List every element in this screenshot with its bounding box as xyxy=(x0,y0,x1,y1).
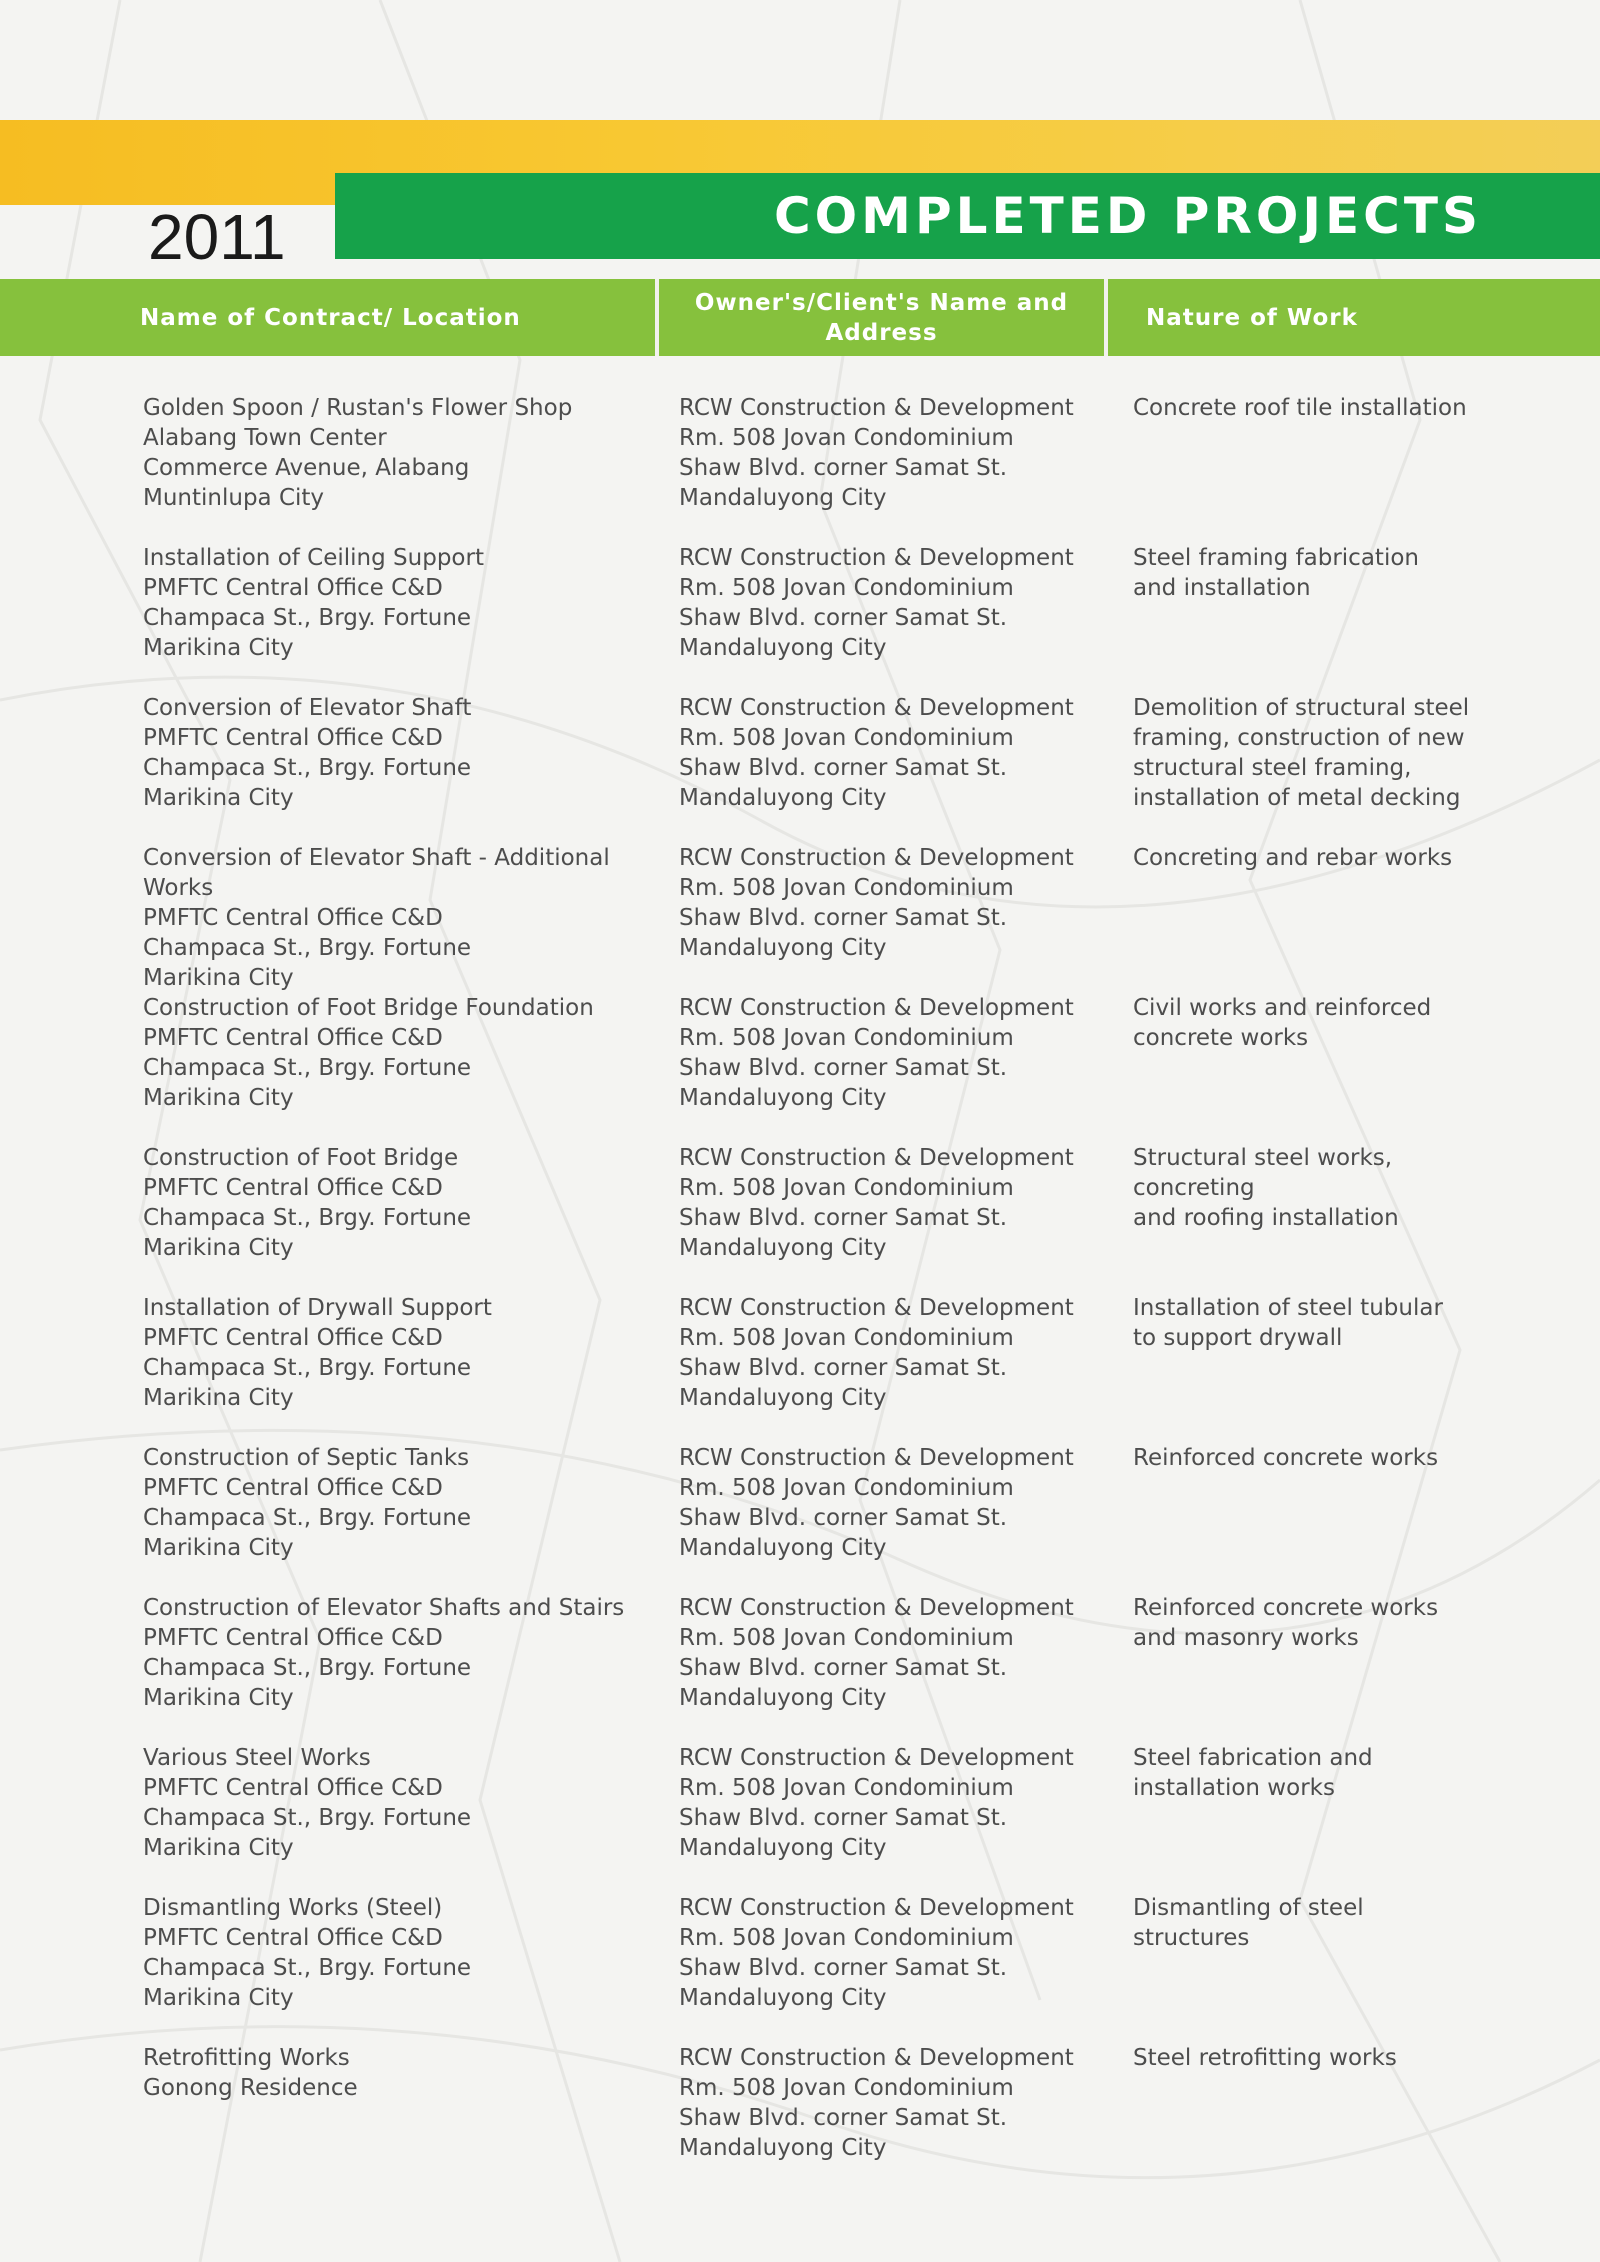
owner-cell: RCW Construction & Development Rm. 508 Jovan Condominium Shaw Blvd. corner Samat St. Mandaluyong City xyxy=(679,695,1074,811)
owner-cell: RCW Construction & Development Rm. 508 Jovan Condominium Shaw Blvd. corner Samat St. Mandaluyong City xyxy=(679,2045,1074,2161)
contract-cell: Construction of Foot Bridge Foundation PMFTC Central Office C&D Champaca St., Brgy. Fortune Marikina City xyxy=(143,995,594,1111)
table-row xyxy=(0,1443,1600,1593)
table-row xyxy=(0,1743,1600,1893)
table-header xyxy=(0,279,1600,356)
owner-cell: RCW Construction & Development Rm. 508 Jovan Condominium Shaw Blvd. corner Samat St. Mandaluyong City xyxy=(679,995,1074,1111)
contract-cell: Conversion of Elevator Shaft PMFTC Central Office C&D Champaca St., Brgy. Fortune Marikina City xyxy=(143,695,472,811)
table-row xyxy=(0,1593,1600,1743)
owner-cell: RCW Construction & Development Rm. 508 Jovan Condominium Shaw Blvd. corner Samat St. Mandaluyong City xyxy=(679,395,1074,511)
nature-cell: Concreting and rebar works xyxy=(1133,845,1453,871)
title-bar xyxy=(335,173,1600,259)
nature-cell: Steel fabrication and installation works xyxy=(1133,1745,1373,1801)
table-row xyxy=(0,393,1600,543)
nature-cell: Steel retrofitting works xyxy=(1133,2045,1397,2071)
owner-cell: RCW Construction & Development Rm. 508 Jovan Condominium Shaw Blvd. corner Samat St. Mandaluyong City xyxy=(679,1595,1074,1711)
owner-cell: RCW Construction & Development Rm. 508 Jovan Condominium Shaw Blvd. corner Samat St. Mandaluyong City xyxy=(679,545,1074,661)
contract-cell: Dismantling Works (Steel) PMFTC Central Office C&D Champaca St., Brgy. Fortune Marikina City xyxy=(143,1895,472,2011)
nature-cell: Reinforced concrete works xyxy=(1133,1445,1439,1471)
contract-cell: Installation of Ceiling Support PMFTC Central Office C&D Champaca St., Brgy. Fortune Marikina City xyxy=(143,545,484,661)
owner-cell: RCW Construction & Development Rm. 508 Jovan Condominium Shaw Blvd. corner Samat St. Mandaluyong City xyxy=(679,1445,1074,1561)
nature-cell: Demolition of structural steel framing, construction of new structural steel framing, installation of metal decking xyxy=(1133,695,1470,811)
table-row xyxy=(0,1893,1600,2043)
contract-cell: Golden Spoon / Rustan's Flower Shop Alabang Town Center Commerce Avenue, Alabang Muntinlupa City xyxy=(143,395,573,511)
table-row xyxy=(0,843,1600,993)
nature-cell: Dismantling of steel structures xyxy=(1133,1895,1364,1951)
contract-cell: Installation of Drywall Support PMFTC Central Office C&D Champaca St., Brgy. Fortune Marikina City xyxy=(143,1295,492,1411)
contract-cell: Retrofitting Works Gonong Residence xyxy=(143,2045,358,2101)
year-label: 2011 xyxy=(148,201,286,273)
contract-cell: Construction of Foot Bridge PMFTC Central Office C&D Champaca St., Brgy. Fortune Marikina City xyxy=(143,1145,472,1261)
page-title: COMPLETED PROJECTS xyxy=(773,187,1482,245)
table-row xyxy=(0,1143,1600,1293)
table-row xyxy=(0,693,1600,843)
contract-cell: Construction of Septic Tanks PMFTC Central Office C&D Champaca St., Brgy. Fortune Marikina City xyxy=(143,1445,472,1561)
table-row xyxy=(0,1293,1600,1443)
column-header-nature: Nature of Work xyxy=(1146,304,1358,331)
owner-cell: RCW Construction & Development Rm. 508 Jovan Condominium Shaw Blvd. corner Samat St. Mandaluyong City xyxy=(679,1145,1074,1261)
contract-cell: Conversion of Elevator Shaft - Additional Works PMFTC Central Office C&D Champaca St., Brgy. Fortune Marikina City xyxy=(143,845,610,991)
nature-cell: Structural steel works, concreting and roofing installation xyxy=(1133,1145,1399,1231)
table-row xyxy=(0,543,1600,693)
owner-cell: RCW Construction & Development Rm. 508 Jovan Condominium Shaw Blvd. corner Samat St. Mandaluyong City xyxy=(679,1745,1074,1861)
owner-cell: RCW Construction & Development Rm. 508 Jovan Condominium Shaw Blvd. corner Samat St. Mandaluyong City xyxy=(679,1895,1074,2011)
contract-cell: Construction of Elevator Shafts and Stairs PMFTC Central Office C&D Champaca St., Brgy. Fortune Marikina City xyxy=(143,1595,625,1711)
nature-cell: Civil works and reinforced concrete works xyxy=(1133,995,1432,1051)
contract-cell: Various Steel Works PMFTC Central Office C&D Champaca St., Brgy. Fortune Marikina City xyxy=(143,1745,472,1861)
table-row xyxy=(0,993,1600,1143)
column-header-contract: Name of Contract/ Location xyxy=(140,304,521,331)
nature-cell: Concrete roof tile installation xyxy=(1133,395,1467,421)
nature-cell: Installation of steel tubular to support drywall xyxy=(1133,1295,1443,1351)
table-row xyxy=(0,2043,1600,2193)
nature-cell: Steel framing fabrication and installation xyxy=(1133,545,1419,601)
owner-cell: RCW Construction & Development Rm. 508 Jovan Condominium Shaw Blvd. corner Samat St. Mandaluyong City xyxy=(679,1295,1074,1411)
nature-cell: Reinforced concrete works and masonry works xyxy=(1133,1595,1439,1651)
owner-cell: RCW Construction & Development Rm. 508 Jovan Condominium Shaw Blvd. corner Samat St. Mandaluyong City xyxy=(679,845,1074,961)
column-header-owner: Owner's/Client's Name and Address xyxy=(694,289,1069,346)
